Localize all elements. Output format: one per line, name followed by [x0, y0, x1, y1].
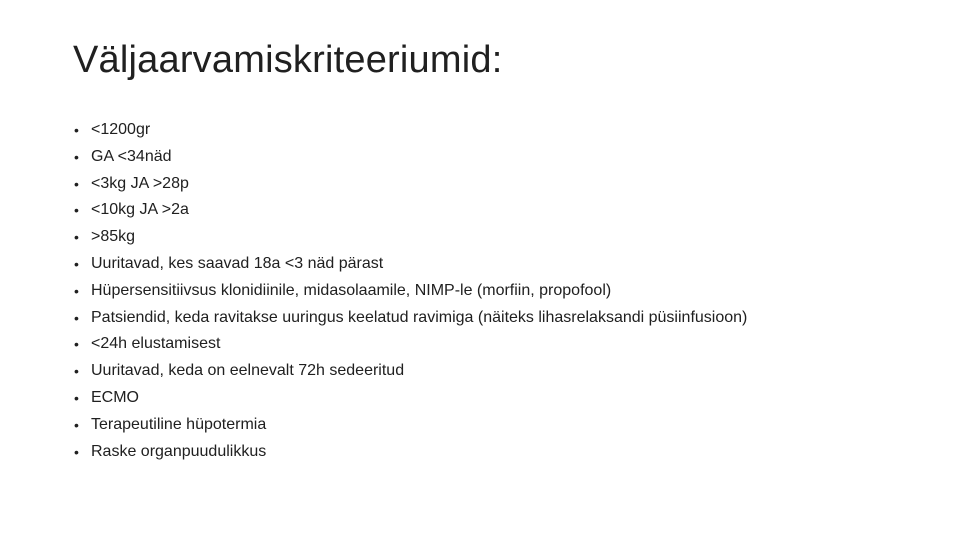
list-item-text: <10kg JA >2a: [91, 201, 189, 219]
bullet-dot: •: [74, 443, 79, 460]
bullet-dot: •: [74, 175, 79, 192]
list-item-text: Patsiendid, keda ravitakse uuringus keelatud ravimiga (näiteks lihasrelaksandi püsiinfusioon): [91, 308, 748, 326]
slide-title: Väljaarvamiskriteeriumid:: [73, 39, 503, 81]
bullet-dot: •: [74, 309, 79, 326]
bullet-dot: •: [74, 122, 79, 138]
bullet-dot: •: [74, 389, 79, 406]
list-item-text: <24h elustamisest: [91, 335, 221, 353]
list-item-text: <1200gr: [91, 121, 151, 138]
bullet-dot: •: [74, 148, 79, 165]
bullet-dot: •: [74, 336, 79, 353]
bullet-dot: •: [74, 282, 79, 299]
list-item-text: GA <34näd: [91, 147, 172, 165]
list-item-text: <3kg JA >28p: [91, 174, 189, 192]
bullet-dot: •: [74, 416, 79, 433]
list-item-text: ECMO: [91, 388, 139, 406]
bullet-dot: •: [74, 255, 79, 272]
list-item-text: Hüpersensitiivsus klonidiinile, midasolaamile, NIMP-le (morfiin, propofool): [91, 281, 612, 299]
list-item-text: Uuritavad, keda on eelnevalt 72h sedeeritud: [91, 362, 405, 380]
list-item-text: Terapeutiline hüpotermia: [91, 415, 267, 433]
list-item-text: Uuritavad, kes saavad 18a <3 näd pärast: [91, 254, 384, 272]
list-item-text: >85kg: [91, 228, 136, 246]
bullet-dot: •: [74, 229, 79, 246]
list-item-text: Raske organpuudulikkus: [91, 442, 267, 460]
bullet-dot: •: [74, 363, 79, 380]
bullet-dot: •: [74, 202, 79, 219]
